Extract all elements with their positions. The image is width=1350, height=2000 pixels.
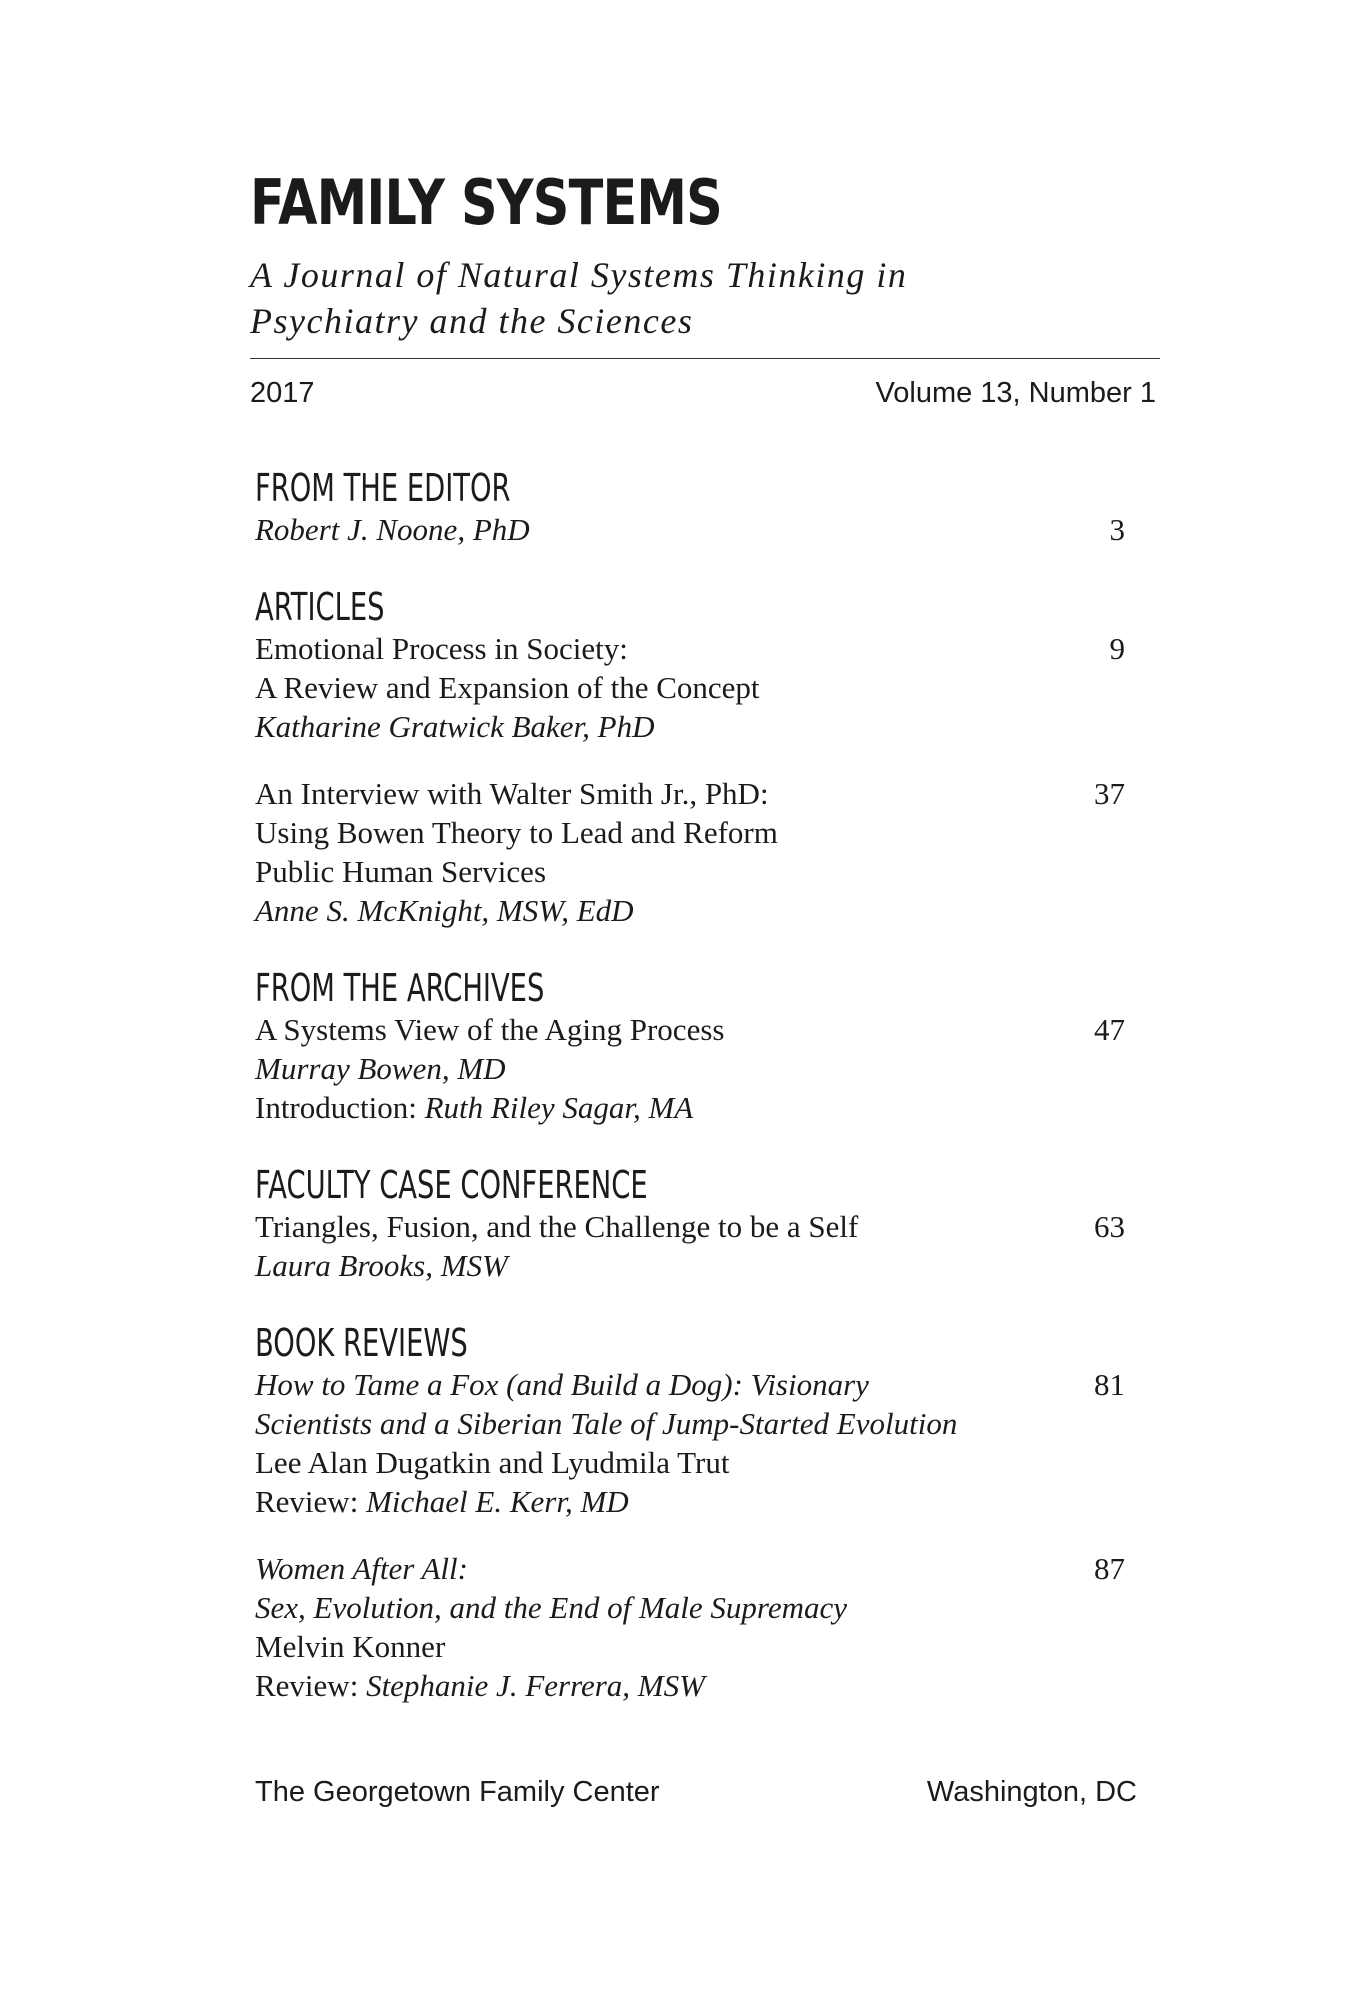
- journal-title: FAMILY SYSTEMS: [250, 166, 722, 239]
- table-of-contents: [255, 466, 1125, 1741]
- section-book-reviews: [255, 1321, 1125, 1705]
- toc-entry[interactable]: [255, 629, 1125, 746]
- publisher-name: The Georgetown Family Center: [255, 1776, 660, 1808]
- page-number: 37: [1094, 776, 1125, 811]
- toc-entry[interactable]: [255, 1207, 1125, 1285]
- masthead: [250, 166, 1160, 410]
- entry-book-authors: Melvin Konner: [255, 1629, 446, 1664]
- section-from-the-archives: [255, 966, 1125, 1127]
- entry-author: Katharine Gratwick Baker, PhD: [255, 709, 655, 744]
- page-number: 47: [1094, 1012, 1125, 1047]
- entry-title-line: Scientists and a Siberian Tale of Jump-Started Evolution: [255, 1406, 958, 1441]
- section-heading: FROM THE ARCHIVES: [255, 966, 545, 1010]
- entry-title-line: Public Human Services: [255, 854, 547, 889]
- review-label: Review:: [255, 1668, 367, 1703]
- section-heading: FACULTY CASE CONFERENCE: [255, 1163, 648, 1207]
- entry-author: Laura Brooks, MSW: [255, 1248, 508, 1283]
- introduction-label: Introduction:: [255, 1090, 425, 1125]
- section-faculty-case-conference: [255, 1163, 1125, 1285]
- entry-book-authors: Lee Alan Dugatkin and Lyudmila Trut: [255, 1445, 730, 1480]
- section-articles: [255, 585, 1125, 930]
- publisher-footer: [255, 1776, 1137, 1809]
- entry-title-line: Sex, Evolution, and the End of Male Supremacy: [255, 1590, 847, 1625]
- section-heading: FROM THE EDITOR: [255, 466, 511, 510]
- review-label: Review:: [255, 1484, 367, 1519]
- entry-review: [255, 1482, 1125, 1521]
- entry-title-line: A Review and Expansion of the Concept: [255, 670, 760, 705]
- introduction-author: Ruth Riley Sagar, MA: [424, 1090, 694, 1125]
- entry-title-line: A Systems View of the Aging Process: [255, 1012, 725, 1047]
- reviewer: Michael E. Kerr, MD: [366, 1484, 629, 1519]
- section-heading: BOOK REVIEWS: [255, 1321, 468, 1365]
- page-number: 81: [1094, 1367, 1125, 1402]
- subtitle-line-2: Psychiatry and the Sciences: [250, 301, 694, 341]
- page-number: 9: [1109, 631, 1125, 666]
- entry-title-line: An Interview with Walter Smith Jr., PhD:: [255, 776, 769, 811]
- entry-title-line: Emotional Process in Society:: [255, 631, 628, 666]
- issue-line: [250, 377, 1160, 410]
- entry-title-line: Women After All:: [255, 1551, 468, 1586]
- toc-entry[interactable]: [255, 774, 1125, 930]
- issue-volume: Volume 13, Number 1: [875, 377, 1156, 409]
- reviewer: Stephanie J. Ferrera, MSW: [366, 1668, 705, 1703]
- entry-title-line: Triangles, Fusion, and the Challenge to be a Self: [255, 1209, 859, 1244]
- section-from-the-editor: [255, 466, 1125, 549]
- section-heading: ARTICLES: [255, 585, 385, 629]
- publisher-location: Washington, DC: [926, 1776, 1137, 1808]
- entry-introduction: [255, 1088, 1125, 1127]
- entry-title-line: How to Tame a Fox (and Build a Dog): Visionary: [255, 1367, 869, 1402]
- toc-entry[interactable]: [255, 1365, 1125, 1521]
- page-number: 63: [1094, 1209, 1125, 1244]
- entry-author: Murray Bowen, MD: [255, 1051, 506, 1086]
- toc-entry[interactable]: [255, 510, 1125, 549]
- entry-author: Robert J. Noone, PhD: [255, 512, 530, 547]
- header-rule: [250, 358, 1160, 359]
- page-number: 87: [1094, 1551, 1125, 1586]
- entry-review: [255, 1666, 1125, 1705]
- subtitle-line-1: A Journal of Natural Systems Thinking in: [250, 255, 908, 295]
- entry-author: Anne S. McKnight, MSW, EdD: [255, 893, 634, 928]
- toc-entry[interactable]: [255, 1549, 1125, 1705]
- page-number: 3: [1109, 512, 1125, 547]
- entry-title-line: Using Bowen Theory to Lead and Reform: [255, 815, 778, 850]
- issue-year: 2017: [250, 377, 315, 409]
- journal-subtitle: [250, 252, 1160, 344]
- toc-entry[interactable]: [255, 1010, 1125, 1127]
